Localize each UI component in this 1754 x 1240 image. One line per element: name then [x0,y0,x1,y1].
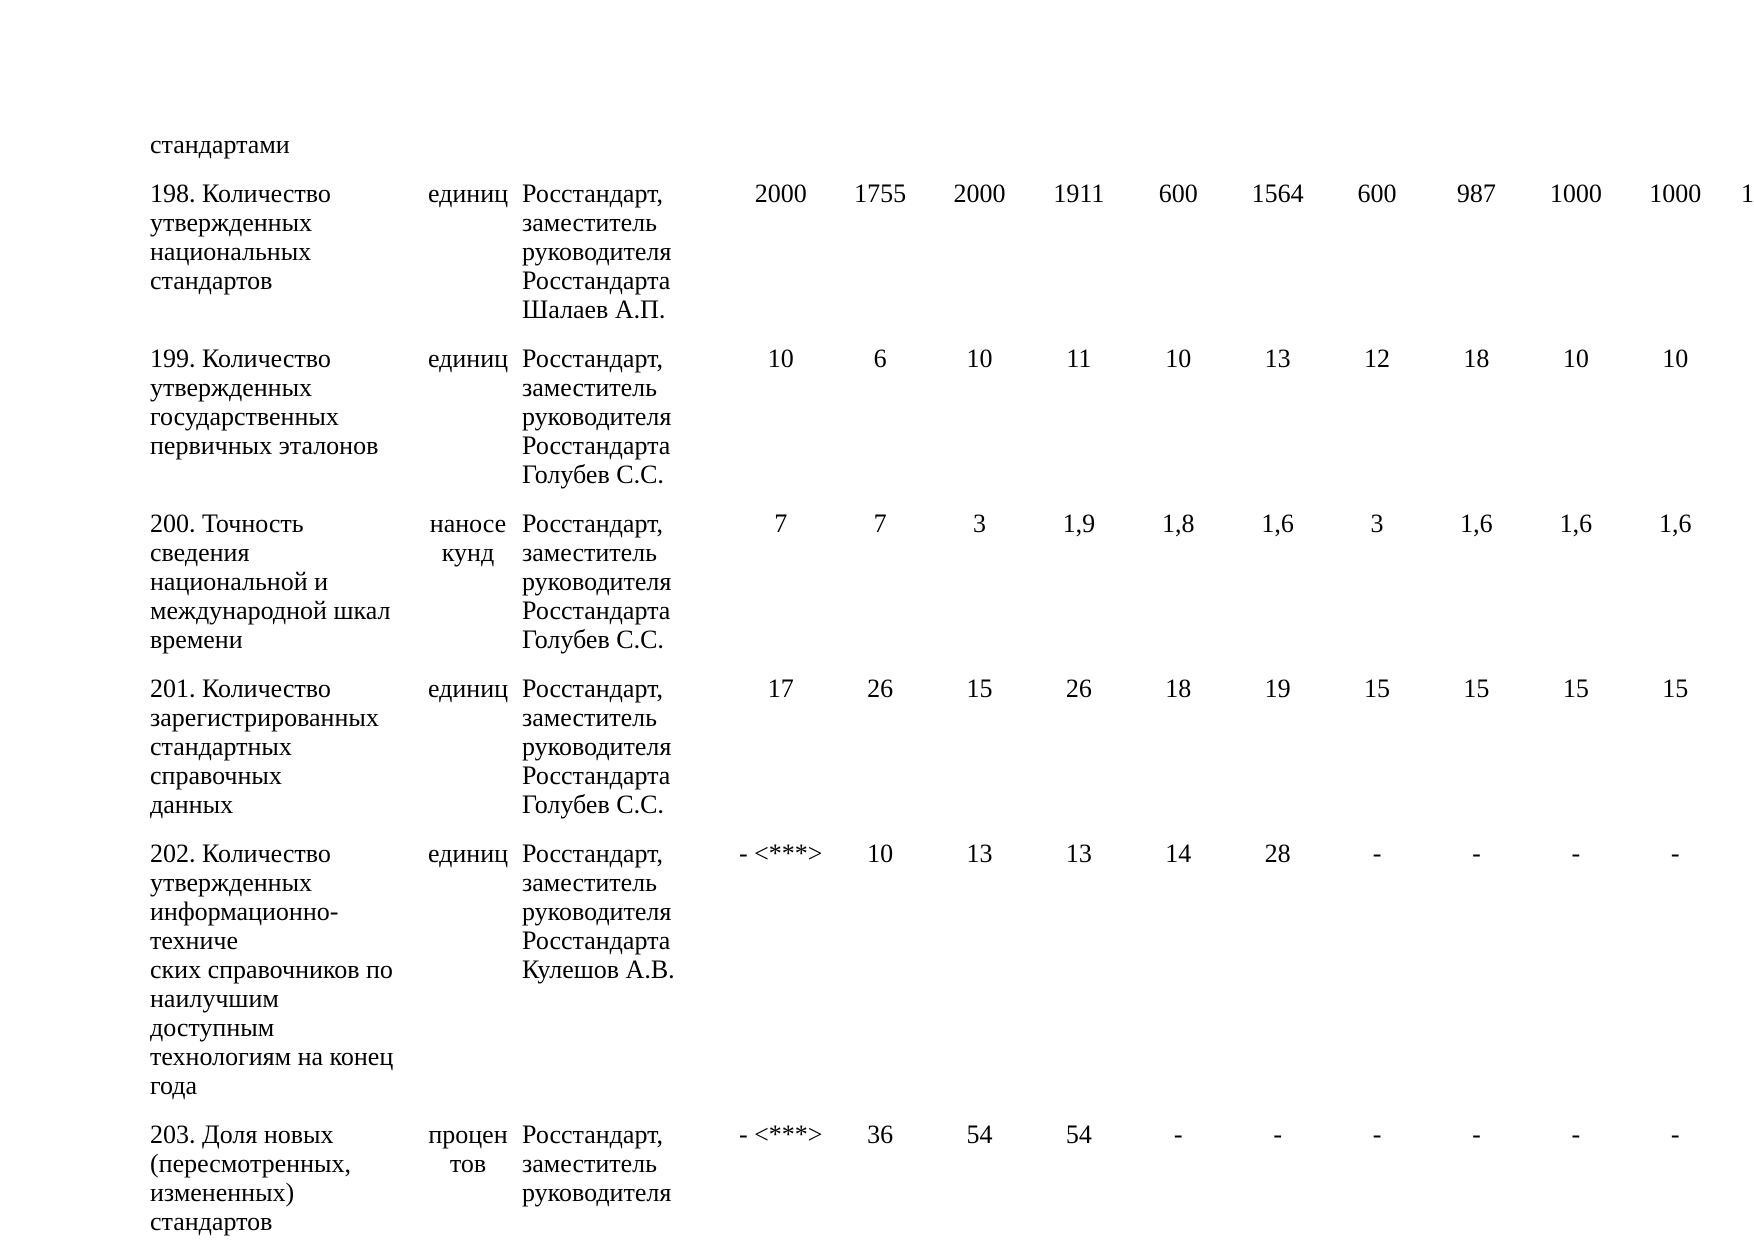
value-cell: 6 [873,344,887,373]
value-cell: 2000 [754,179,807,208]
unit-of-measure: наносе кунд [429,509,507,567]
value-cell: - [1472,1120,1481,1149]
value-cell: 28 [1264,839,1291,868]
value-cell: 18 [1165,674,1192,703]
value-cell: 600 [1158,179,1198,208]
responsible-executor: Росстандарт, заместитель руководителя [522,1120,672,1207]
value-cells [731,1120,1725,1149]
value-cell: 2000 [953,179,1006,208]
value-cell: 10 [1662,344,1689,373]
value-cell: 7 [873,509,887,538]
unit-of-measure: единиц [427,344,509,373]
value-cell: 3 [972,509,986,538]
responsible-executor: Росстандарт, заместитель руководителя Росстандарта Шалаев А.П. [522,179,672,324]
value-cell: - [1372,1120,1382,1149]
value-cell: - <***> [738,839,823,868]
value-cells [731,674,1725,703]
unit-of-measure: процен тов [428,1120,508,1178]
responsible-executor: Росстандарт, заместитель руководителя Росстандарта Кулешов А.В. [522,839,675,984]
value-cell: 10 [867,839,894,868]
value-cell: 54 [966,1120,993,1149]
value-cell: 10 [1562,344,1589,373]
indicator-name: 200. Точность сведения национальной и международной шкал времени [150,509,391,654]
indicator-name: 199. Количество утвержденных государственных первичных эталонов [150,344,379,460]
value-cells [731,179,1725,208]
value-cell: 17 [767,674,794,703]
value-cell: 1755 [854,179,907,208]
value-cell: 1,8 [1162,509,1195,538]
value-cell: 15 [966,674,993,703]
table-row [0,179,1754,324]
value-cell: 1911 [1053,179,1105,208]
unit-of-measure: единиц [427,839,509,868]
value-cell: 7 [774,509,788,538]
indicators-table [0,179,1754,1236]
indicator-name: 201. Количество зарегистрированных стандартных справочных данных [150,674,379,819]
indicator-name: 202. Количество утвержденных информационно-техниче ских справочников по наилучшим доступным технологиям на конец года [150,839,394,1100]
truncated-value: 1 [1741,179,1754,208]
value-cell: 26 [867,674,894,703]
table-row [0,344,1754,489]
value-cell: 1,6 [1261,509,1294,538]
indicator-name: 203. Доля новых (пересмотренных, измененных) стандартов [150,1120,351,1236]
value-cells [731,509,1725,538]
table-row [0,509,1754,654]
value-cell: 14 [1165,839,1192,868]
value-cell: 1564 [1251,179,1304,208]
value-cell: 15 [1662,674,1689,703]
table-row [0,1120,1754,1236]
value-cell: 11 [1066,344,1092,373]
value-cell: 987 [1456,179,1496,208]
table-row [0,674,1754,819]
value-cell: 15 [1463,674,1490,703]
value-cell: - [1273,1120,1282,1149]
value-cell: 15 [1562,674,1589,703]
value-cell: - [1571,839,1581,868]
unit-of-measure: единиц [427,179,509,208]
value-cell: 13 [1065,839,1092,868]
value-cell: 54 [1065,1120,1092,1149]
value-cell: 3 [1370,509,1384,538]
indicator-name: 198. Количество утвержденных национальных стандартов [150,179,331,295]
value-cell: 15 [1364,674,1391,703]
value-cell: - [1670,1120,1680,1149]
value-cell: 1,6 [1559,509,1593,538]
responsible-executor: Росстандарт, заместитель руководителя Росстандарта Голубев С.С. [522,344,672,489]
value-cell: - [1173,1120,1183,1149]
value-cell: 26 [1065,674,1092,703]
continuation-text: стандартами [150,130,290,159]
value-cell: 1,9 [1062,509,1096,538]
value-cell: - <***> [738,1120,823,1149]
responsible-executor: Росстандарт, заместитель руководителя Росстандарта Голубев С.С. [522,674,672,819]
value-cell: 13 [1264,344,1291,373]
value-cell: 19 [1264,674,1291,703]
value-cells [731,839,1725,868]
value-cell: - [1670,839,1680,868]
value-cell: 10 [966,344,993,373]
value-cell: - [1372,839,1382,868]
value-cell: 18 [1463,344,1490,373]
value-cell: - [1472,839,1481,868]
value-cell: 10 [1165,344,1192,373]
value-cell: 36 [867,1120,894,1149]
value-cell: 1,6 [1460,509,1493,538]
value-cell: 13 [966,839,993,868]
value-cell: - [1571,1120,1581,1149]
value-cell: 10 [767,344,794,373]
value-cell: 1,6 [1658,509,1692,538]
value-cell: 1000 [1549,179,1602,208]
unit-of-measure: единиц [427,674,509,703]
value-cells [731,344,1725,373]
value-cell: 1000 [1649,179,1702,208]
responsible-executor: Росстандарт, заместитель руководителя Росстандарта Голубев С.С. [522,509,672,654]
value-cell: 12 [1364,344,1391,373]
value-cell: 600 [1357,179,1397,208]
table-row [0,839,1754,1100]
